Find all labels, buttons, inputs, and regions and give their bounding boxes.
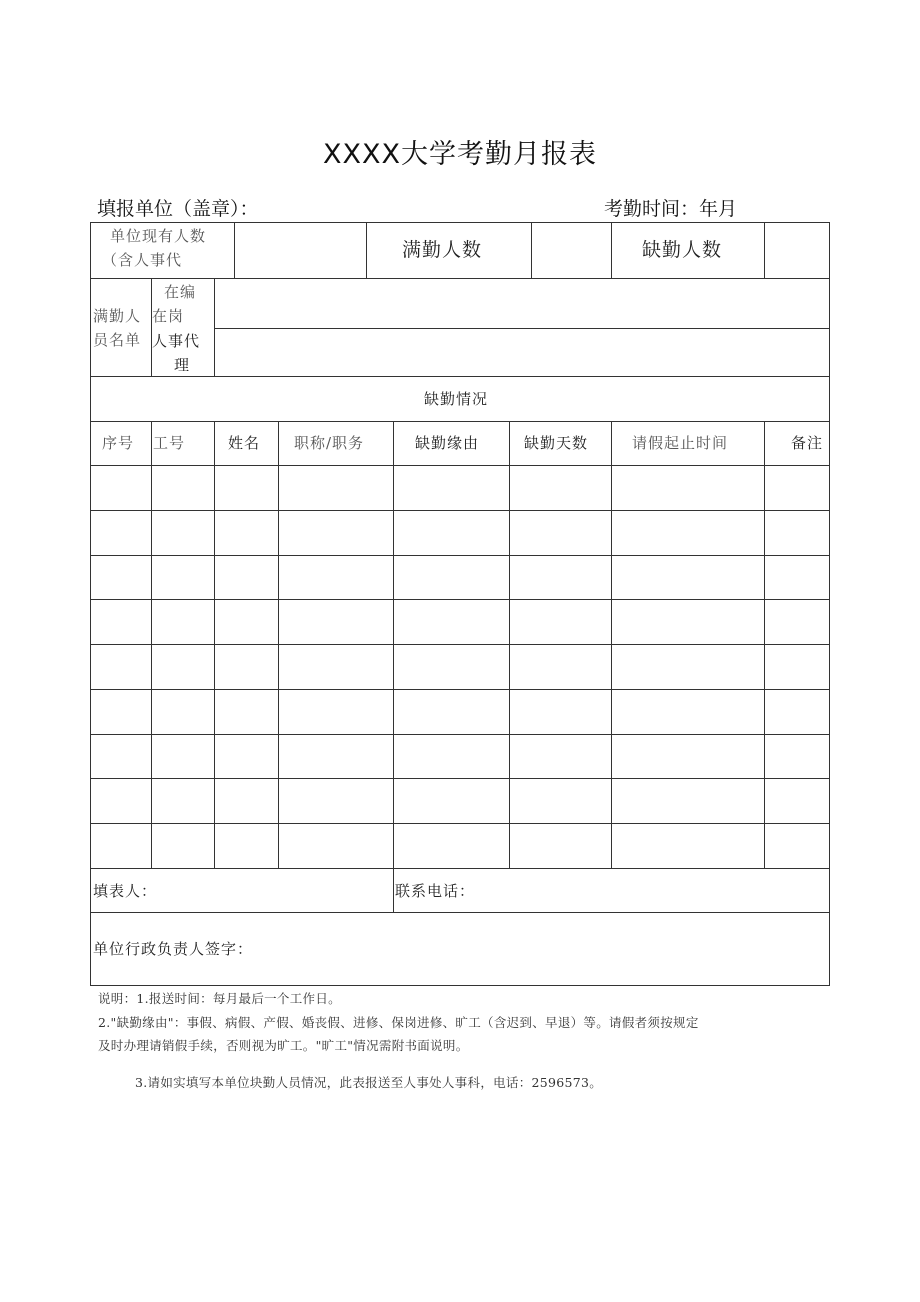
filler-label: 填表人： — [93, 882, 158, 900]
current-staff-label-line2: （含人事代 — [102, 251, 183, 269]
agency-label-line2: 理 — [174, 356, 191, 374]
signer-label: 单位行政负责人签字： — [93, 940, 254, 958]
table-row[interactable] — [91, 600, 829, 644]
table-row[interactable] — [91, 690, 829, 734]
page-title: XXXX大学考勤月报表 — [323, 139, 597, 170]
column-header-name: 姓名 — [228, 434, 261, 452]
table-row[interactable] — [91, 824, 829, 868]
column-header-days: 缺勤天数 — [524, 434, 589, 452]
full-attendance-count-label: 满勤人数 — [402, 239, 483, 261]
notes-line-1: 说明：1.报送时间：每月最后一个工作日。 — [98, 991, 341, 1006]
table-row[interactable] — [91, 779, 829, 823]
absence-count-field[interactable] — [765, 223, 829, 278]
column-header-reason: 缺勤缘由 — [415, 434, 480, 452]
table-row[interactable] — [91, 511, 829, 555]
contact-phone-label: 联系电话： — [395, 882, 476, 900]
attendance-form-table — [90, 222, 830, 986]
notes-line-2: 2."缺勤缘由"：事假、病假、产假、婚丧假、进修、保岗进修、旷工（含迟到、早退）等。请假者须按规定 — [98, 1015, 699, 1030]
agency-names-field[interactable] — [215, 329, 829, 376]
table-row[interactable] — [91, 466, 829, 510]
on-staff-names-field[interactable] — [215, 279, 829, 328]
contact-phone-field[interactable] — [490, 869, 829, 912]
reporting-unit-label: 填报单位（盖章）： — [97, 198, 259, 220]
column-header-title: 职称/职务 — [294, 434, 365, 452]
full-list-label-line1: 满勤人 — [93, 307, 142, 325]
table-row[interactable] — [91, 556, 829, 599]
column-header-leave-period: 请假起止时间 — [632, 434, 729, 452]
column-header-staff-id: 工号 — [153, 434, 186, 452]
full-attendance-count-field[interactable] — [532, 223, 611, 278]
on-staff-label-line1: 在编 — [164, 283, 197, 301]
notes-line-3: 及时办理请销假手续，否则视为旷工。"旷工"情况需附书面说明。 — [98, 1038, 469, 1053]
absence-section-title: 缺勤情况 — [424, 390, 489, 408]
column-header-index: 序号 — [102, 434, 135, 452]
table-row[interactable] — [91, 735, 829, 778]
current-staff-label-line1: 单位现有人数 — [110, 227, 207, 245]
current-staff-count-field[interactable] — [235, 223, 366, 278]
absence-count-label: 缺勤人数 — [642, 239, 723, 261]
attendance-period-label: 考勤时间：年月 — [604, 198, 738, 220]
column-header-remarks: 备注 — [791, 434, 824, 452]
table-row[interactable] — [91, 645, 829, 689]
filler-field[interactable] — [170, 869, 392, 912]
full-list-label-line2: 员名单 — [93, 331, 142, 349]
notes-line-4: 3.请如实填写本单位块勤人员情况，此表报送至人事处人事科，电话：2596573。 — [135, 1075, 603, 1090]
agency-label-line1: 人事代 — [152, 332, 201, 350]
on-staff-label-line2: 在岗 — [152, 307, 185, 325]
signature-field[interactable] — [280, 913, 829, 985]
